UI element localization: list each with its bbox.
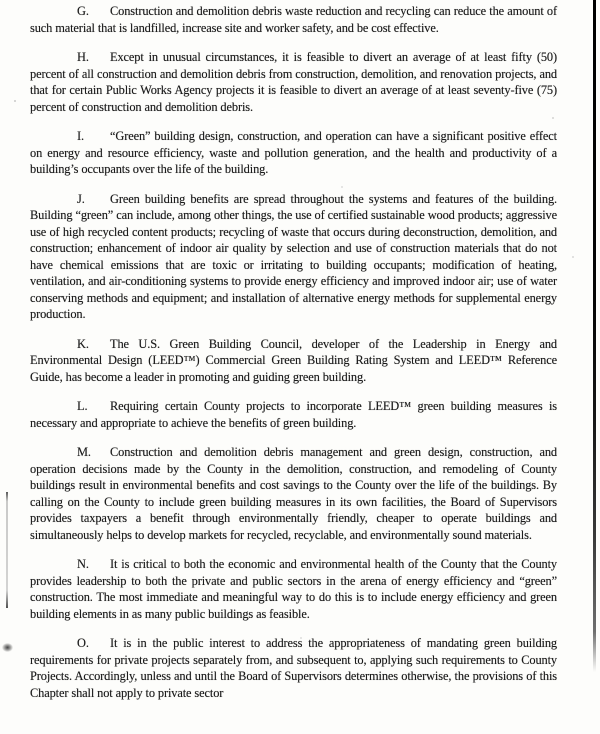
scan-artifact-right-edge-line	[593, 0, 596, 672]
paragraph-text: Construction and demolition debris waste reduction and recycling can reduce the amount of such material that is landfilled, increase site and worker safety, and be cost effective.	[30, 4, 557, 35]
scan-artifact-left-blot	[2, 643, 13, 652]
paragraph-g	[30, 3, 557, 36]
paragraph-text: It is in the public interest to address the appropriateness of mandating green building requirements for private projects separately from, and subsequent to, applying such requirements to County Projects. Accordingly, unless and until the Board of Supervisors determines otherwise, the provisions of this Chapter shall not apply to private sector	[30, 636, 557, 700]
paragraph-label: L.	[77, 399, 88, 413]
paragraph-text: “Green” building design, construction, and operation can have a significant positive effect on energy and resource efficiency, waste and pollution generation, and the health and productivity of a building’s occupants over the life of the building.	[30, 129, 557, 176]
paragraph-text: It is critical to both the economic and environmental health of the County that the County provides leadership to both the private and public sectors in the arena of energy efficiency and “green” construction. The most immediate and meaningful way to do this is to include energy efficiency and green building elements in as many public buildings as feasible.	[30, 557, 557, 621]
paragraph-label: N.	[77, 557, 89, 571]
paragraph-text: Except in unusual circumstances, it is feasible to divert an average of at least fifty (50) percent of all construction and demolition debris from construction, demolition, and renovation projects, and that for certain Public Works Agency projects it is feasible to divert an average of at least seventy-five (75) percent of construction and demolition debris.	[30, 50, 557, 114]
paragraph-label: H.	[77, 50, 89, 64]
scan-artifact-specks	[0, 0, 2, 2]
paragraph-h	[30, 49, 557, 115]
paragraph-k	[30, 336, 557, 386]
paragraph-o	[30, 635, 557, 701]
paragraph-n	[30, 556, 557, 622]
page-text	[30, 3, 557, 714]
paragraph-text: The U.S. Green Building Council, developer of the Leadership in Energy and Environmental Design (LEED™) Commercial Green Building Rating System and LEED™ Reference Guide, has become a leader in promoting and guiding green building.	[30, 336, 557, 384]
paragraph-label: O.	[77, 636, 89, 650]
paragraph-text: Requiring certain County projects to incorporate LEED™ green building measures is necessary and appropriate to achieve the benefits of green building.	[30, 399, 557, 430]
paragraph-text: Green building benefits are spread throughout the systems and features of the building. Building “green” can include, among other things, the use of certified sustainable wood products; aggressive use of high recycled content products; recycling of waste that occurs during deconstruction, demolition, and construction; enhancement of indoor air quality by selection and use of construction materials that do not have chemical emissions that are toxic or irritating to building occupants; modification of heating, ventilation, and air-conditioning systems to provide energy efficiency and improved indoor air; use of water conserving methods and equipment; and installation of alternative energy methods for supplemental energy production.	[30, 191, 557, 321]
paragraph-label: I.	[77, 129, 84, 143]
scan-artifact-left-edge-line	[6, 492, 8, 608]
paragraph-j	[30, 191, 557, 323]
paragraph-m	[30, 444, 557, 543]
paragraph-label: G.	[77, 4, 89, 18]
paragraph-label: J.	[77, 191, 85, 206]
paragraph-i	[30, 128, 557, 178]
paragraph-l	[30, 398, 557, 431]
paragraph-label: K.	[77, 336, 89, 351]
paragraph-text: Construction and demolition debris management and green design, construction, and operation decisions made by the County in the demolition, construction, and remodeling of County buildings result in environmental benefits and cost savings to the County over the life of the buildings. By calling on the County to include green building measures in its own facilities, the Board of Supervisors provides taxpayers a benefit through environmentally friendly, cheaper to operate buildings and simultaneously helps to develop markets for recycled, recyclable, and environmentally sound materials.	[30, 445, 557, 542]
paragraph-label: M.	[77, 445, 91, 459]
